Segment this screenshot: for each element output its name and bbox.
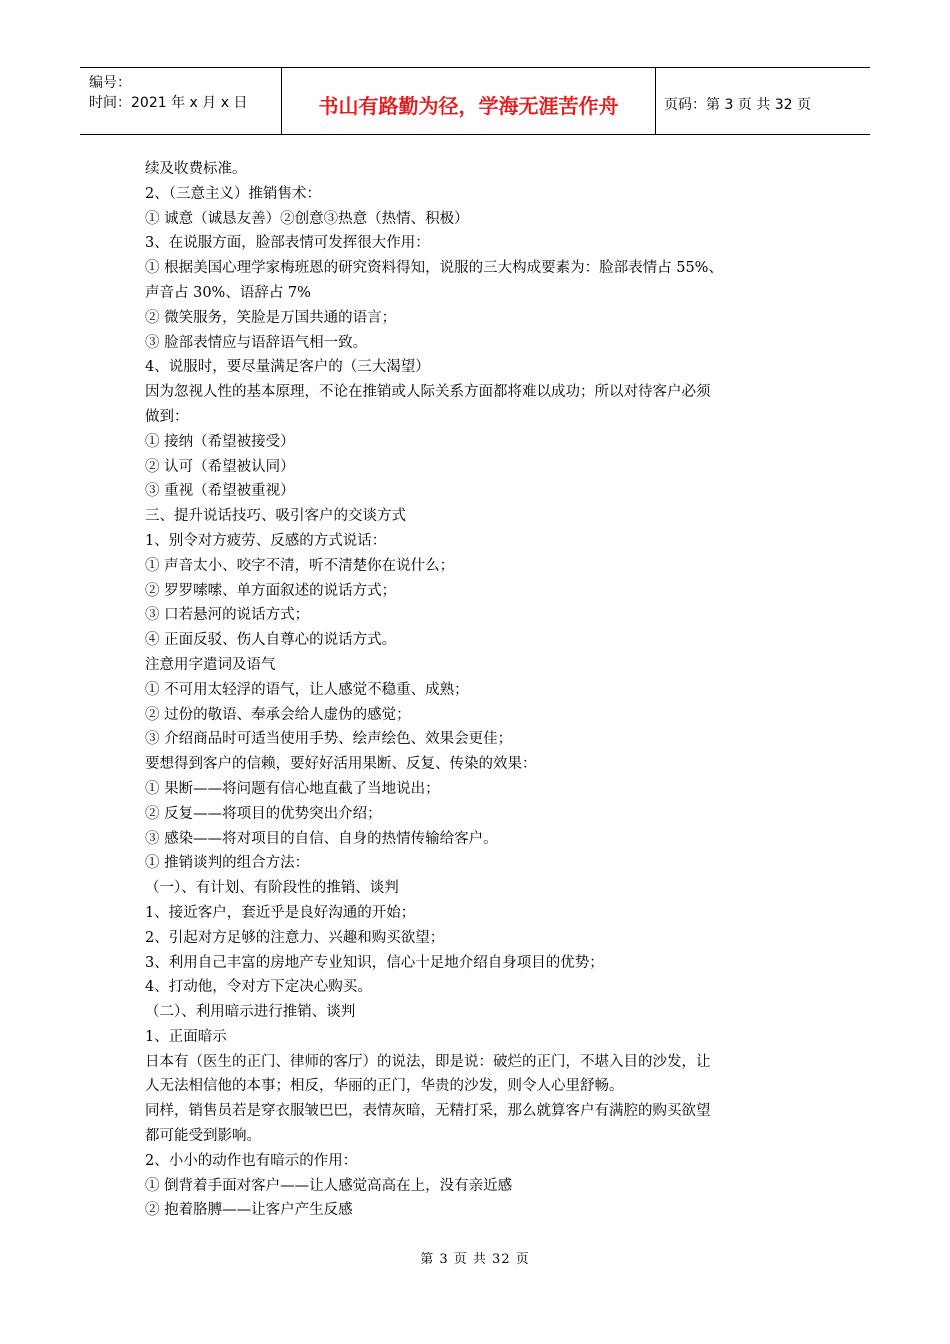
page-footer: 第 3 页 共 32 页 <box>420 1252 530 1267</box>
body-text-line: ② 过份的敬语、奉承会给人虚伪的感觉； <box>145 706 411 723</box>
body-text-line: ① 接纳（希望被接受） <box>145 433 295 450</box>
body-text-line: ② 抱着胳膊——让客户产生反感 <box>145 1202 353 1219</box>
body-text-line: 3、在说服方面，脸部表情可发挥很大作用： <box>145 235 430 252</box>
body-text-line: ③ 脸部表情应与语辞语气相一致。 <box>145 334 368 351</box>
body-text-line: 注意用字遣词及语气 <box>145 656 276 673</box>
body-text-line: 因为忽视人性的基本原理，不论在推销或人际关系方面都将难以成功；所以对待客户必须 <box>145 384 711 401</box>
document-body <box>145 157 825 1223</box>
body-text-line: 都可能受到影响。 <box>145 1128 261 1145</box>
body-text-line: 同样，销售员若是穿衣服皱巴巴，表情灰暗，无精打采，那么就算客户有满腔的购买欲望 <box>145 1103 711 1120</box>
body-text-line: ④ 正面反驳、伤人自尊心的说话方式。 <box>145 632 397 649</box>
body-text-line: 要想得到客户的信赖，要好好活用果断、反复、传染的效果： <box>145 756 537 773</box>
body-text-line: 3、利用自己丰富的房地产专业知识，信心十足地介绍自身项目的优势； <box>145 954 604 971</box>
header-motto: 书山有路勤为径，学海无涯苦作舟 <box>318 94 619 118</box>
body-text-line: 1、别令对方疲劳、反感的方式说话： <box>145 532 387 549</box>
page-header <box>80 67 870 135</box>
body-text-line: ① 根据美国心理学家梅班恩的研究资料得知，说服的三大构成要素为：脸部表情占 55%、 <box>145 260 723 277</box>
body-text-line: 续及收费标准。 <box>145 161 247 177</box>
body-text-line: （二）、利用暗示进行推销、谈判 <box>145 1004 356 1021</box>
body-text-line: ② 罗罗嗦嗦、单方面叙述的说话方式； <box>145 582 397 599</box>
body-text-line: ① 倒背着手面对客户——让人感觉高高在上，没有亲近感 <box>145 1177 513 1194</box>
body-text-line: ② 微笑服务，笑脸是万国共通的语言； <box>145 309 397 326</box>
body-text-line: ③ 重视（希望被重视） <box>145 483 295 500</box>
body-text-line: 三、提升说话技巧、吸引客户的交谈方式 <box>145 508 406 525</box>
body-text-line: 2、引起对方足够的注意力、兴趣和购买欲望； <box>145 929 445 946</box>
body-text-line: ① 果断——将问题有信心地直截了当地说出； <box>145 780 440 797</box>
body-text-line: 1、接近客户，套近乎是良好沟通的开始； <box>145 904 416 921</box>
document-time-label: 时间：2021 年 x 月 x 日 <box>89 95 248 111</box>
body-text-line: ③ 感染——将对项目的自信、自身的热情传输给客户。 <box>145 830 498 847</box>
body-text-line: ① 推销谈判的组合方法： <box>145 855 310 872</box>
header-page-cell <box>656 68 870 134</box>
body-text-line: 4、打动他，令对方下定决心购买。 <box>145 979 372 996</box>
body-text-line: 声音占 30%、语辞占 7% <box>145 284 311 301</box>
header-page-info: 页码：第 3 页 共 32 页 <box>664 97 811 113</box>
body-text-line: ② 反复——将项目的优势突出介绍； <box>145 805 382 822</box>
body-text-line: 人无法相信他的本事；相反，华丽的正门，华贵的沙发，则令人心里舒畅。 <box>145 1078 624 1095</box>
body-text-line: 做到： <box>145 408 189 425</box>
body-text-line: ① 声音太小、咬字不清，听不清楚你在说什么； <box>145 557 455 574</box>
body-text-line: ① 不可用太轻浮的语气，让人感觉不稳重、成熟； <box>145 681 469 698</box>
header-info-cell <box>80 68 282 134</box>
body-text-line: 2、（三意主义）推销售术： <box>145 185 321 202</box>
body-text-line: （一）、有计划、有阶段性的推销、谈判 <box>145 880 399 897</box>
body-text-line: 2、小小的动作也有暗示的作用： <box>145 1152 358 1169</box>
body-text-line: ② 认可（希望被认同） <box>145 458 295 475</box>
header-motto-cell <box>282 68 656 134</box>
body-text-line: ③ 介绍商品时可适当使用手势、绘声绘色、效果会更佳； <box>145 731 513 748</box>
body-text-line: 1、正面暗示 <box>145 1028 227 1045</box>
body-text-line: ③ 口若悬河的说话方式； <box>145 607 310 624</box>
body-text-line: 4、说服时，要尽量满足客户的（三大渴望） <box>145 359 430 376</box>
body-text-line: ① 诚意（诚恳友善）②创意③热意（热情、积极） <box>145 210 469 227</box>
body-text-line: 日本有（医生的正门、律师的客厅）的说法，即是说：破烂的正门，不堪入目的沙发，让 <box>145 1053 711 1070</box>
document-number-label: 编号： <box>89 75 131 91</box>
